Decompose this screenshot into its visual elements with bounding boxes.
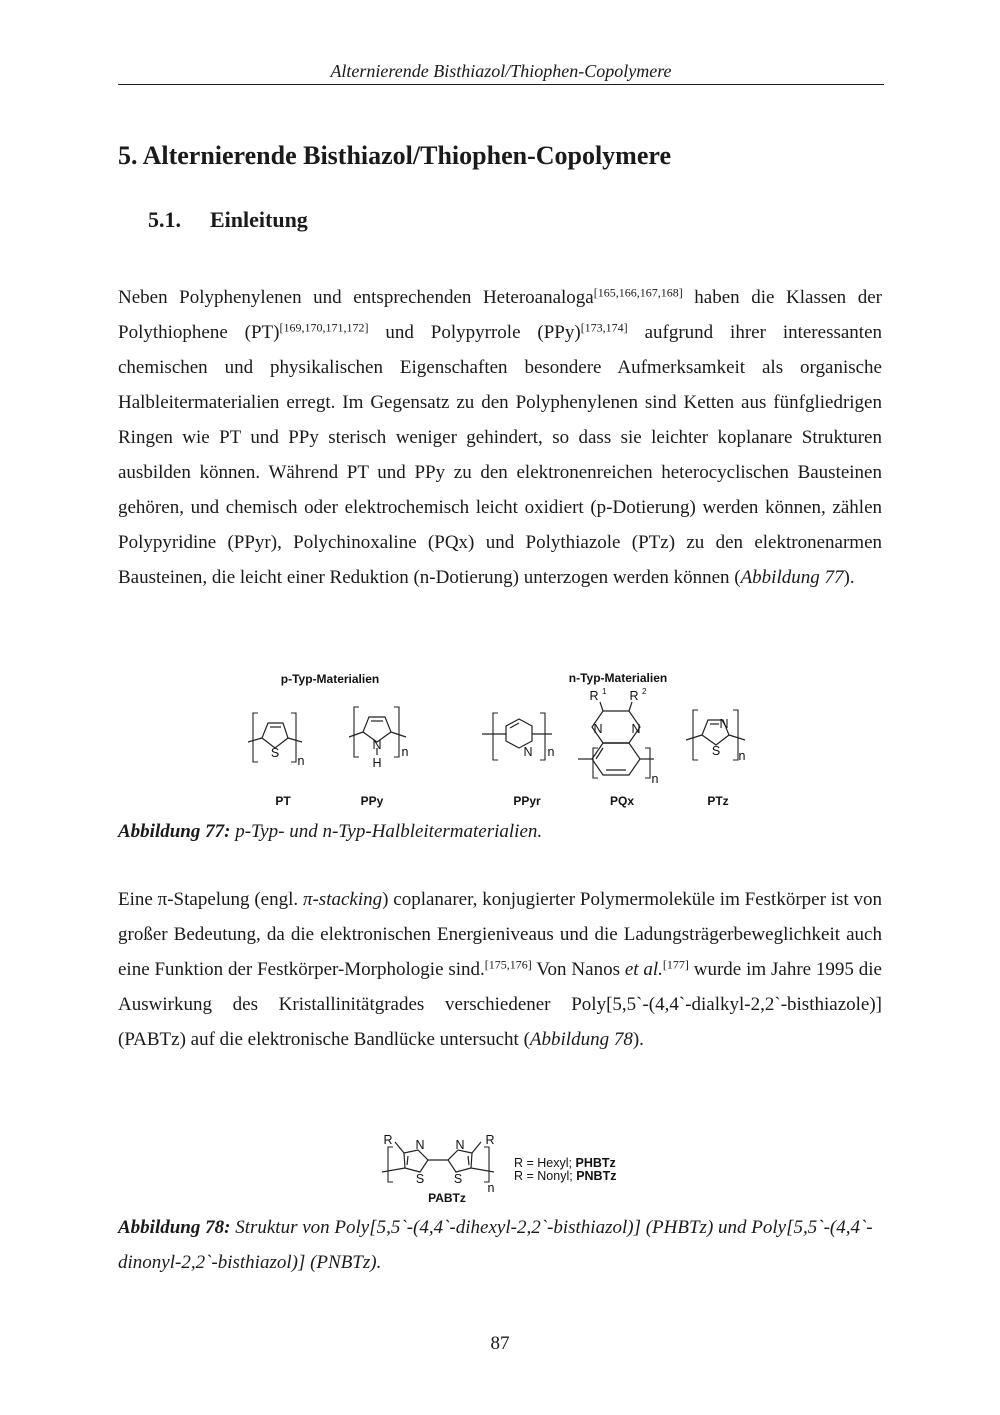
pqx-r1-index: 1 (602, 687, 607, 696)
ppyr-label: PPyr (513, 794, 541, 808)
caption-text: p-Typ- und n-Typ-Halbleitermaterialien. (230, 821, 543, 842)
text: und Polypyrrole (PPy) (368, 322, 581, 343)
pt-sulfur: S (270, 746, 280, 760)
pabtz-legend-nonyl (514, 1169, 616, 1183)
pabtz-sulfur-right: S (453, 1172, 463, 1186)
ppy-hydrogen: H (372, 756, 382, 770)
text: Neben Polyphenylenen und entsprechenden Heteroanaloga (118, 287, 594, 308)
ptz-structure (686, 710, 746, 763)
pabtz-nitrogen-left: N (415, 1138, 425, 1152)
legend-text: R = Nonyl; (514, 1169, 577, 1183)
pqx-r1: R (589, 689, 599, 703)
figure-77-caption (118, 814, 884, 849)
running-header: Alternierende Bisthiazol/Thiophen-Copolymere (330, 61, 672, 81)
pqx-repeat-n: n (651, 772, 659, 786)
p-type-heading: p-Typ-Materialien (280, 672, 380, 686)
pt-label: PT (275, 794, 291, 808)
figure-77-structures (0, 660, 1000, 820)
ppyr-repeat-n: n (547, 745, 555, 759)
ppyr-nitrogen: N (523, 745, 533, 759)
emphasis: et al. (624, 959, 663, 980)
pabtz-label: PABTz (428, 1191, 466, 1205)
text: wurde im Jahre 1995 die Auswirkung des Kristallinitätgrades verschiedener Poly[5,5`-(4,4`-dialkyl-2,2`-bisthiazole)] (PABTz) auf die elektronische Bandlücke untersucht ( (118, 959, 882, 1050)
pabtz-repeat-n: n (487, 1181, 495, 1195)
pabtz-legend-hexyl (514, 1156, 616, 1170)
legend-name: PHBTz (575, 1156, 616, 1170)
ptz-nitrogen: N (719, 717, 729, 731)
page-number: 87 (490, 1333, 510, 1354)
chapter-title-text: Alternierende Bisthiazol/Thiophen-Copolymere (142, 141, 671, 170)
ptz-sulfur: S (711, 744, 721, 758)
ppy-nitrogen: N (372, 738, 382, 752)
ppy-repeat-n: n (401, 745, 409, 759)
pqx-nitrogen-left: N (593, 722, 603, 736)
pabtz-nitrogen-right: N (455, 1138, 465, 1152)
pqx-r2: R (629, 689, 639, 703)
legend-text: R = Hexyl; (514, 1156, 576, 1170)
ptz-label: PTz (707, 794, 729, 808)
pqx-structure (578, 687, 659, 786)
chapter-number: 5. (118, 141, 138, 170)
header-rule (118, 84, 884, 85)
text: ). (632, 1029, 644, 1050)
figure-reference: Abbildung 77 (740, 567, 844, 588)
caption-text: Struktur von Poly[5,5`-(4,4`-dihexyl-2,2`-bisthiazol)] (PHBTz) und Poly[5,5`-(4,4`-dinonyl-2,2`-bisthiazol)] (PNBTz). (118, 1217, 873, 1273)
figure-78-caption (118, 1210, 884, 1280)
legend-name: PNBTz (576, 1169, 617, 1183)
figure-reference: Abbildung 78 (529, 1029, 633, 1050)
section-number: 5.1. (148, 207, 181, 232)
text: aufgrund ihrer interessanten chemischen und physikalischen Eigenschaften besondere Aufmerksamkeit als organische Halbleitermaterialien erregt. Im Gegensatz zu den Polyphenylenen sind Ketten aus fünfgliedrigen Ringen wie PT und PPy sterisch weniger gehindert, so dass sie leichter koplanare Strukturen ausbilden können. Während PT und PPy zu den elektronenreichen heterocyclischen Bausteinen gehören, und chemisch oder elektrochemisch leicht oxidiert (p-Dotierung) werden können, zählen Polypyridine (PPyr), Polychinoxaline (PQx) und Polythiazole (PTz) zu den elektronenarmen Bausteinen, die leicht einer Reduktion (n-Dotierung) unterzogen werden können ( (118, 322, 883, 588)
section-title-text: Einleitung (210, 207, 308, 232)
pqx-r2-index: 2 (642, 687, 647, 696)
section-title (148, 206, 308, 234)
ppy-structure (349, 707, 409, 770)
intro-paragraph (118, 280, 882, 595)
pabtz-sulfur-left: S (415, 1172, 425, 1186)
n-type-heading: n-Typ-Materialien (568, 671, 668, 685)
citation: [165,166,167,168] (593, 285, 683, 300)
pabtz-structure (382, 1133, 495, 1195)
text: Eine π-Stapelung (engl. (118, 889, 303, 910)
text: Von Nanos (531, 959, 625, 980)
chapter-title (118, 140, 671, 172)
ptz-repeat-n: n (738, 749, 746, 763)
citation: [175,176] (484, 957, 532, 972)
pabtz-r-left: R (383, 1133, 393, 1147)
caption-label: Abbildung 77: (118, 821, 231, 842)
pt-repeat-n: n (297, 754, 305, 768)
emphasis: π-stacking (302, 889, 383, 910)
ppy-label: PPy (360, 794, 384, 808)
citation: [173,174] (580, 320, 628, 335)
pqx-nitrogen-right: N (631, 722, 641, 736)
pabtz-r-right: R (485, 1133, 495, 1147)
citation: [169,170,171,172] (279, 320, 369, 335)
pt-structure (248, 713, 305, 768)
caption-label: Abbildung 78: (118, 1217, 231, 1238)
pqx-label: PQx (609, 794, 635, 808)
figure-78-structure (0, 1125, 1000, 1215)
ppyr-structure (482, 713, 555, 760)
text: haben die Klassen der Polythiophene (PT) (118, 287, 883, 343)
text: ). (843, 567, 855, 588)
stacking-paragraph (118, 882, 882, 1057)
text: ) coplanarer, konjugierter Polymermoleküle im Festkörper ist von großer Bedeutung, da die elektronischen Energieniveaus und die Ladungsträgerbeweglichkeit auch eine Funktion der Festkörper-Morphologie sind. (118, 889, 882, 980)
citation: [177] (662, 957, 689, 972)
